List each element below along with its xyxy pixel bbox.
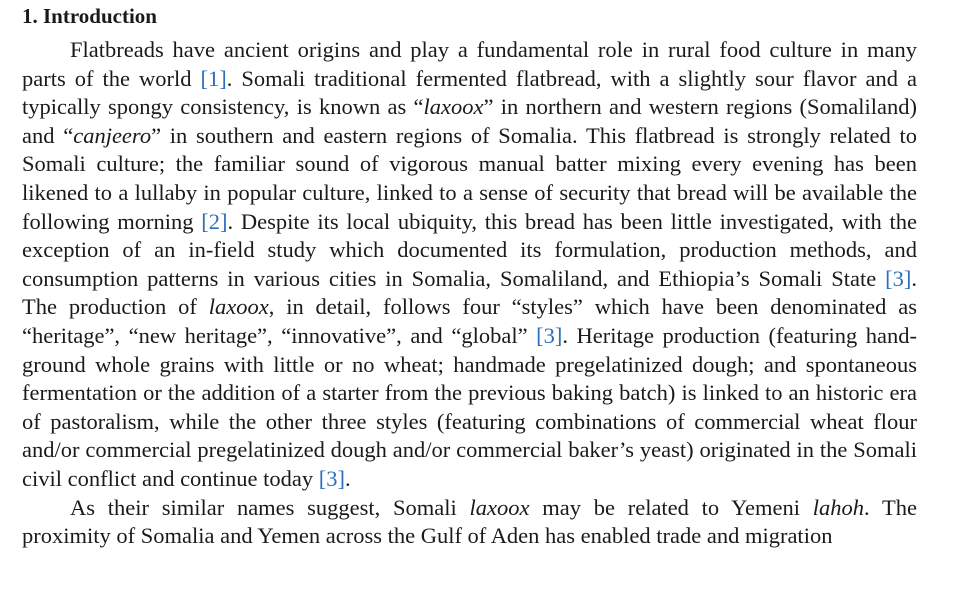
italic-term: laxoox bbox=[208, 294, 269, 320]
paragraph-text: . bbox=[345, 465, 351, 491]
italic-term: laxoox bbox=[469, 494, 530, 520]
paragraph-text: ” in northern and western regions (Somaliland) and “ bbox=[22, 94, 918, 148]
body-paragraph bbox=[22, 36, 917, 494]
paper-page bbox=[22, 0, 917, 551]
paragraph-text: Flatbreads have ancient origins and play a fundamental role in rural food culture in many parts of the world bbox=[22, 37, 917, 91]
paragraph-text: . Despite its local ubiquity, this bread has been little investigated, with the exception of an in-field study which documented its formulation, production methods, and consumption patterns in various cities in Somalia, Somaliland, and Ethiopia’s Somali State bbox=[22, 208, 917, 291]
paragraph-text: . The production of bbox=[22, 265, 917, 320]
paragraph-text: ” in southern and eastern regions of Somalia. This flatbread is strongly related to Somali culture; the familiar sound of vigorous manual batter mixing every evening has been likened to a lullaby in popular culture, linked to a sense of security that bread will be available the following morning bbox=[22, 122, 917, 234]
italic-term: canjeero bbox=[73, 122, 152, 148]
italic-term: lahoh bbox=[812, 494, 865, 520]
citation-link[interactable]: [3] bbox=[536, 322, 563, 348]
body-paragraph bbox=[22, 494, 917, 551]
section-title: Introduction bbox=[43, 4, 157, 28]
paragraph-text: . Somali traditional fermented flatbread, with a slightly sour flavor and a typically spongy consistency, is known as “ bbox=[22, 65, 917, 120]
paragraph-text: . The proximity of Somalia and Yemen across the Gulf of Aden has enabled trade and migration bbox=[22, 494, 917, 549]
italic-term: laxoox bbox=[423, 94, 484, 120]
citation-link[interactable]: [3] bbox=[318, 465, 346, 491]
paragraph-text: As their similar names suggest, Somali bbox=[70, 494, 470, 520]
citation-link[interactable]: [1] bbox=[200, 65, 227, 91]
section-number: 1. bbox=[22, 4, 38, 28]
section-heading bbox=[22, 5, 917, 28]
paragraph-text: , in detail, follows four “styles” which have been denominated as “heritage”, “new heritage”, “innovative”, and “global” bbox=[22, 294, 917, 348]
section-body bbox=[22, 36, 917, 551]
paragraph-text: may be related to Yemeni bbox=[529, 494, 813, 520]
paragraph-text: . Heritage production (featuring hand-ground whole grains with little or no wheat; handmade pregelatinized dough; and spontaneous fermentation or the addition of a starter from the previous baking batch) is linked to an historic era of pastoralism, while the other three styles (featuring combinations of commercial wheat flour and/or commercial pregelatinized dough and/or commercial baker’s yeast) originated in the Somali civil conflict and continue today bbox=[22, 322, 917, 491]
citation-link[interactable]: [2] bbox=[201, 208, 228, 234]
citation-link[interactable]: [3] bbox=[885, 265, 912, 291]
